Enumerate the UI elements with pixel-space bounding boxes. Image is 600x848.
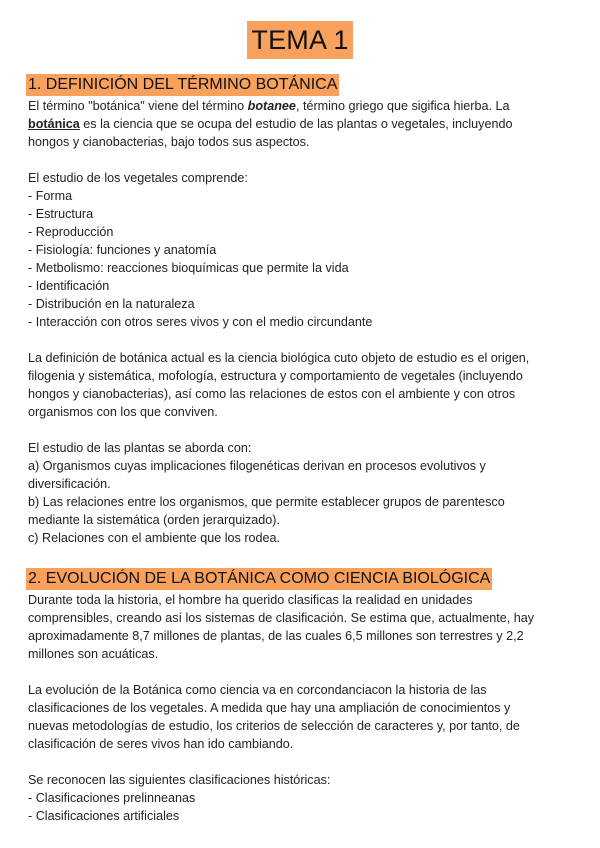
evolution-line: La evolución de la Botánica como ciencia va en corcondanciacon la historia de las xyxy=(28,683,487,697)
history-line: millones son acuáticas. xyxy=(28,647,159,661)
classification-line: Se reconocen las siguientes clasificaciones históricas: xyxy=(28,773,331,787)
term-botanee: botanee xyxy=(247,99,296,113)
history-line: comprensibles, creando así los sistemas de clasificación. Se estima que, actualmente, hay xyxy=(28,611,535,625)
list-item: - Distribución en la naturaleza xyxy=(28,297,195,311)
list-item: - Reproducción xyxy=(28,225,114,239)
evolution-line: clasificaciones de los vegetales. A medida que hay una ampliación de conocimientos y xyxy=(28,701,511,715)
evolution-line: nuevas metodologías de estudio, los criterios de selección de caracteres y, por tanto, de xyxy=(28,719,520,733)
intro-line-2 xyxy=(28,115,572,133)
approach-line: a) Organismos cuyas implicaciones filogenéticas derivan en procesos evolutivos y xyxy=(28,459,486,473)
list-item: - Fisiología: funciones y anatomía xyxy=(28,243,217,257)
section-1-heading: 1. DEFINICIÓN DEL TÉRMINO BOTÁNICA xyxy=(26,74,339,96)
list-item: - Clasificaciones prelinneanas xyxy=(28,791,196,805)
history-line: aproximadamente 8,7 millones de plantas, de las cuales 6,5 millones son terrestres y 2,2 xyxy=(28,629,524,643)
list-intro: El estudio de los vegetales comprende: xyxy=(28,171,248,185)
list-item: - Clasificaciones artificiales xyxy=(28,809,180,823)
approach-line: diversificación. xyxy=(28,477,111,491)
approach-line: c) Relaciones con el ambiente que los rodea. xyxy=(28,531,281,545)
intro-line-1 xyxy=(28,97,572,115)
page-title: TEMA 1 xyxy=(247,21,352,59)
intro-text: El término "botánica" viene del término xyxy=(28,99,248,113)
definition-line: hongos y cianobacterias), así como las relaciones de estos con el ambiente y con otros xyxy=(28,387,516,401)
approach-line: El estudio de las plantas se aborda con: xyxy=(28,441,252,455)
intro-text: es la ciencia que se ocupa del estudio de las plantas o vegetales, incluyendo xyxy=(79,117,513,131)
list-item: - Interacción con otros seres vivos y con el medio circundante xyxy=(28,315,373,329)
list-item: - Metbolismo: reacciones bioquímicas que permite la vida xyxy=(28,261,349,275)
intro-text: , término griego que sigifica hierba. La xyxy=(295,99,510,113)
section-2-heading: 2. EVOLUCIÓN DE LA BOTÁNICA COMO CIENCIA BIOLÓGICA xyxy=(26,568,492,590)
intro-line-3: hongos y cianobacterias, bajo todos sus aspectos. xyxy=(28,135,310,149)
list-item: - Estructura xyxy=(28,207,94,221)
history-line: Durante toda la historia, el hombre ha querido clasificas la realidad en unidades xyxy=(28,593,473,607)
list-item: - Identificación xyxy=(28,279,110,293)
definition-line: La definición de botánica actual es la ciencia biológica cuto objeto de estudio es el origen, xyxy=(28,351,530,365)
title-wrap xyxy=(0,0,600,63)
document-body xyxy=(28,74,572,825)
list-item: - Forma xyxy=(28,189,73,203)
term-botanica: botánica xyxy=(28,117,80,131)
evolution-line: clasificación de seres vivos han ido cambiando. xyxy=(28,737,294,751)
definition-line: filogenia y sistemática, mofología, estructura y comportamiento de vegetales (incluyendo xyxy=(28,369,523,383)
approach-line: b) Las relaciones entre los organismos, que permite establecer grupos de parentesco xyxy=(28,495,505,509)
approach-line: mediante la sistemática (orden jerarquizado). xyxy=(28,513,280,527)
definition-line: organismos con los que conviven. xyxy=(28,405,218,419)
